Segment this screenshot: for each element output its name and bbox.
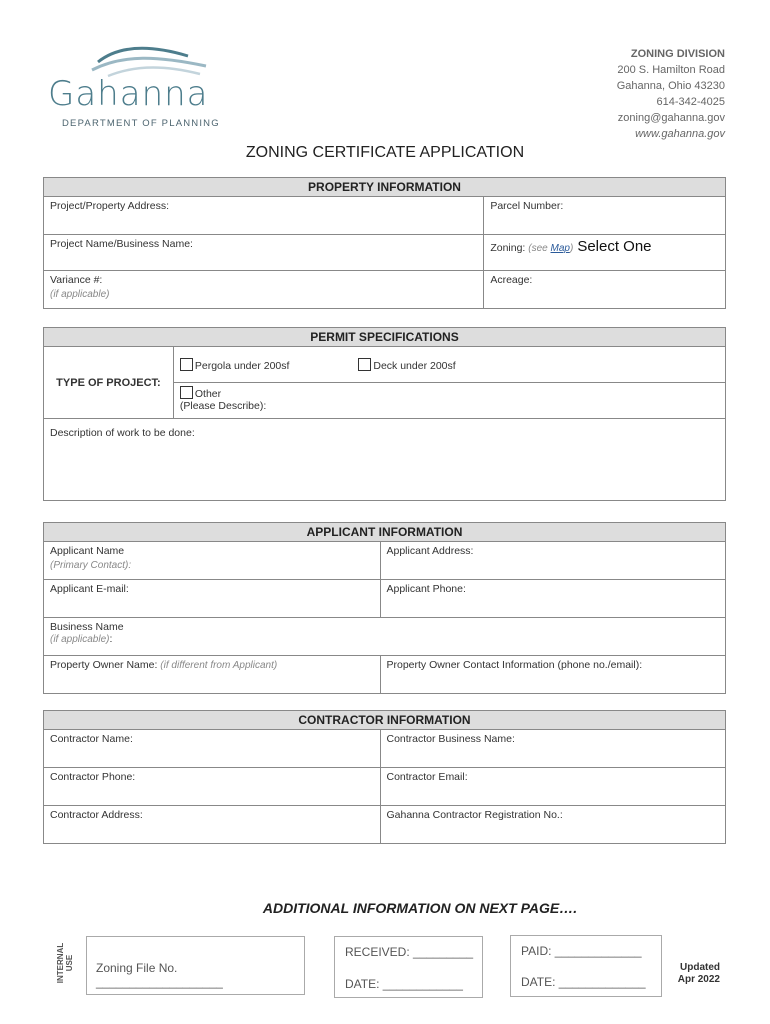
deck-checkbox[interactable]: Deck under 200sf xyxy=(358,360,455,372)
section-header: CONTRACTOR INFORMATION xyxy=(44,711,726,730)
internal-use-label: INTERNAL USE xyxy=(56,942,74,984)
section-header: APPLICANT INFORMATION xyxy=(44,523,726,542)
email: zoning@gahanna.gov xyxy=(617,112,725,124)
contractor-address-field[interactable]: Contractor Address: xyxy=(44,806,381,844)
address-line-2: Gahanna, Ohio 43230 xyxy=(616,80,725,92)
division-name: ZONING DIVISION xyxy=(630,48,725,60)
gahanna-logo xyxy=(48,40,228,130)
contact-block xyxy=(617,46,725,142)
contractor-business-field[interactable]: Contractor Business Name: xyxy=(380,730,726,768)
checkbox-icon xyxy=(180,358,193,371)
applicant-name-field[interactable]: Applicant Name (Primary Contact): xyxy=(44,542,381,580)
paid-label: PAID: _____________ xyxy=(521,944,642,958)
permit-specifications-table xyxy=(43,327,726,501)
map-link[interactable]: Map xyxy=(550,243,570,254)
paid-date-label: DATE: _____________ xyxy=(521,975,646,989)
logo-wordmark: Gahanna xyxy=(48,74,209,114)
address-line-1: 200 S. Hamilton Road xyxy=(617,64,725,76)
property-owner-name-field[interactable]: Property Owner Name: (if different from Applicant) xyxy=(44,656,381,694)
contractor-registration-field[interactable]: Gahanna Contractor Registration No.: xyxy=(380,806,726,844)
description-field[interactable]: Description of work to be done: xyxy=(44,419,726,501)
page-title: ZONING CERTIFICATE APPLICATION xyxy=(245,144,525,161)
pergola-checkbox[interactable]: Pergola under 200sf xyxy=(180,360,290,372)
acreage-field[interactable]: Acreage: xyxy=(484,271,726,309)
project-address-field[interactable]: Project/Property Address: xyxy=(44,197,484,235)
contractor-phone-field[interactable]: Contractor Phone: xyxy=(44,768,381,806)
additional-info-note: ADDITIONAL INFORMATION ON NEXT PAGE…. xyxy=(262,900,578,916)
type-of-project-label: TYPE OF PROJECT: xyxy=(44,347,174,419)
phone: 614-342-4025 xyxy=(656,96,725,108)
zoning-file-box[interactable] xyxy=(86,936,305,995)
received-label: RECEIVED: _________ xyxy=(345,945,474,959)
zoning-select[interactable]: Select One xyxy=(577,238,652,255)
variance-field[interactable]: Variance #: (if applicable) xyxy=(44,271,484,309)
applicant-email-field[interactable]: Applicant E-mail: xyxy=(44,580,381,618)
logo-subtitle: DEPARTMENT OF PLANNING xyxy=(62,118,220,129)
zoning-file-label: Zoning File No. ___________________ xyxy=(96,961,223,989)
checkbox-icon xyxy=(358,358,371,371)
section-header: PERMIT SPECIFICATIONS xyxy=(44,328,726,347)
applicant-phone-field[interactable]: Applicant Phone: xyxy=(380,580,726,618)
paid-box[interactable] xyxy=(510,935,662,997)
other-field[interactable]: Other (Please Describe): xyxy=(173,383,725,419)
property-owner-contact-field[interactable]: Property Owner Contact Information (phone no./email): xyxy=(380,656,726,694)
business-name-field[interactable]: Business Name (if applicable): xyxy=(44,618,726,656)
parcel-number-field[interactable]: Parcel Number: xyxy=(484,197,726,235)
project-name-field[interactable]: Project Name/Business Name: xyxy=(44,235,484,271)
received-date-label: DATE: ____________ xyxy=(345,977,463,991)
website: www.gahanna.gov xyxy=(635,128,725,140)
contractor-name-field[interactable]: Contractor Name: xyxy=(44,730,381,768)
received-box[interactable] xyxy=(334,936,483,998)
applicant-information-table xyxy=(43,522,726,694)
applicant-address-field[interactable]: Applicant Address: xyxy=(380,542,726,580)
contractor-information-table xyxy=(43,710,726,844)
contractor-email-field[interactable]: Contractor Email: xyxy=(380,768,726,806)
section-header: PROPERTY INFORMATION xyxy=(44,178,726,197)
zoning-field[interactable]: Zoning: (see Map) Select One xyxy=(484,235,726,271)
property-information-table xyxy=(43,177,726,309)
checkbox-icon xyxy=(180,386,193,399)
updated-note: Updated Apr 2022 xyxy=(677,962,720,985)
